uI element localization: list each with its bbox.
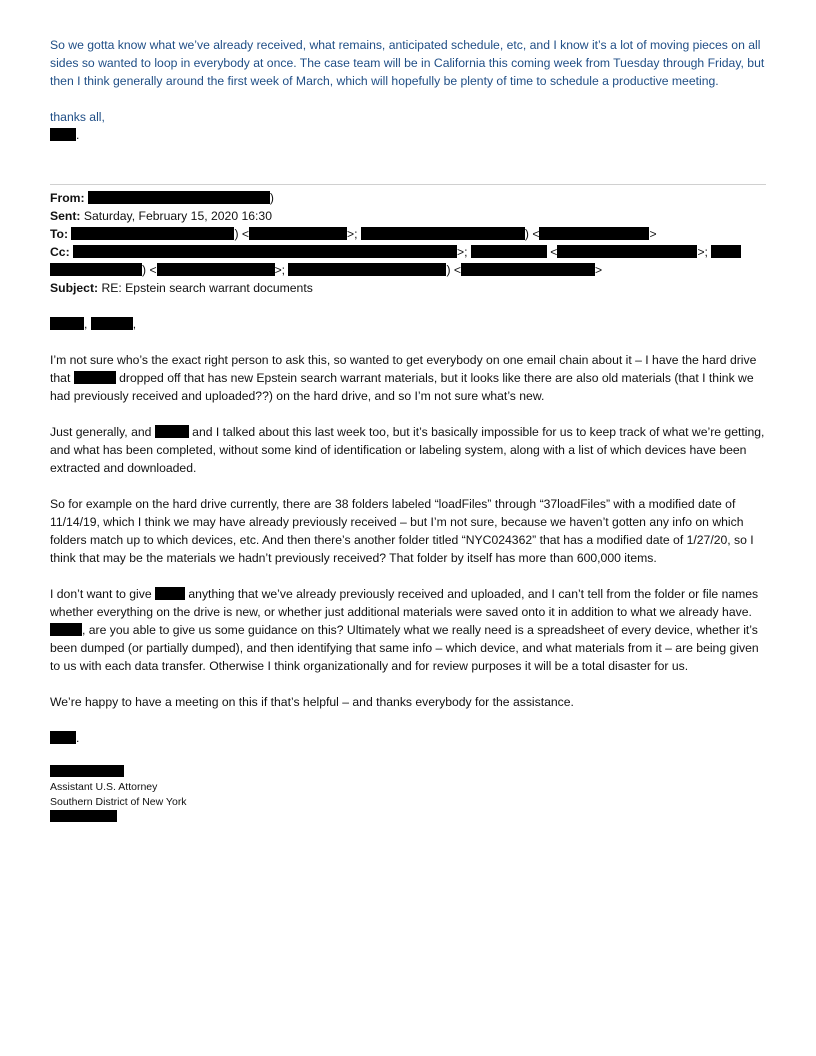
redaction: [557, 245, 697, 258]
body-paragraph-2: Just generally, and and I talked about this last week too, but it’s basically impossible for us to keep track of what we’re getting, and what has been completed, without some kind of identification or labeling system, along with a list of which devices have been extracted and downloaded.: [50, 425, 765, 475]
subject-line: Subject: RE: Epstein search warrant documents: [50, 281, 313, 295]
subject-text: RE: Epstein search warrant documents: [101, 281, 313, 295]
intro-paragraph: So we gotta know what we’ve already received, what remains, anticipated schedule, etc, and I know it’s a lot of moving pieces on all sides so wanted to loop in everybody at once. The case team will be in California this coming week from Tuesday through Friday, but then I think generally around the first week of March, which will hopefully be plenty of time to schedule a productive meeting.: [50, 38, 765, 88]
redaction: [50, 810, 117, 822]
redaction: [73, 245, 457, 258]
redaction: [50, 623, 82, 636]
redaction: [50, 731, 76, 744]
redaction: [539, 227, 649, 240]
redaction: [461, 263, 595, 276]
greeting: , ,: [50, 315, 766, 333]
redaction: [471, 245, 547, 258]
sent-date: Saturday, February 15, 2020 16:30: [83, 209, 272, 223]
body-paragraph-5: We’re happy to have a meeting on this if that’s helpful – and thanks everybody for the assistance.: [50, 695, 574, 709]
sent-line: Sent: Saturday, February 15, 2020 16:30: [50, 209, 272, 223]
body-signoff: .: [50, 729, 766, 747]
body-paragraph-1: I’m not sure who’s the exact right person to ask this, so wanted to get everybody on one email chain about it – I have the hard drive that dropped off that has new Epstein search warrant materials, but it looks like there are also old materials (that I think we had previously received and uploaded??) on the hard drive, and so I’m not sure what’s new.: [50, 353, 757, 403]
body-paragraph-4: I don’t want to give anything that we’ve already previously received and uploaded, and I can’t tell from the folder or file names whether everything on the drive is new, or whether just additional materials were saved onto it in addition to what we already have. , are you able to give us some guidance on this? Ultimately what we really need is a spreadsheet of every device, whether it’s been dumped (or partially dumped), and then identifying that same info – which device, and what materials from it – are being given to us with each data transfer. Otherwise I think organizationally and for review purposes it will be a total disaster for us.: [50, 587, 759, 673]
intro-signoff: .: [50, 126, 766, 144]
to-line: To: ) < >; ) < >: [50, 227, 657, 241]
redaction: [50, 317, 84, 330]
email-header: [50, 189, 766, 297]
intro-closing: thanks all,: [50, 110, 105, 124]
redaction: [50, 765, 124, 777]
redaction: [155, 425, 189, 438]
redaction: [155, 587, 185, 600]
redaction: [74, 371, 116, 384]
redaction: [249, 227, 347, 240]
from-line: From: ): [50, 191, 274, 205]
body-paragraph-3: So for example on the hard drive currently, there are 38 folders labeled “loadFiles” through “37loadFiles” with a modified date of 11/14/19, which I think we may have already previously received – but I’m not sure, because we haven’t gotten any info on which folders match up to which devices, etc. And then there’s another folder titled “NYC024362” that has a modified date of 1/27/20, so I think that may be the materials we hadn’t previously received? That folder by itself has more than 600,000 items.: [50, 497, 754, 565]
redaction: [50, 128, 76, 141]
redaction: [711, 245, 741, 258]
redaction: [50, 263, 142, 276]
email-document: [50, 36, 766, 825]
cc-line-continued: ) < >; ) < >: [50, 261, 766, 279]
signature-title: Assistant U.S. Attorney: [50, 781, 158, 793]
redaction: [288, 263, 446, 276]
signature-block: [50, 765, 766, 825]
header-separator: [50, 184, 766, 185]
redaction: [361, 227, 525, 240]
redaction: [88, 191, 270, 204]
cc-line: Cc: >; < >;: [50, 243, 766, 261]
redaction: [157, 263, 275, 276]
redaction: [71, 227, 234, 240]
signature-office: Southern District of New York: [50, 796, 187, 808]
redaction: [91, 317, 133, 330]
